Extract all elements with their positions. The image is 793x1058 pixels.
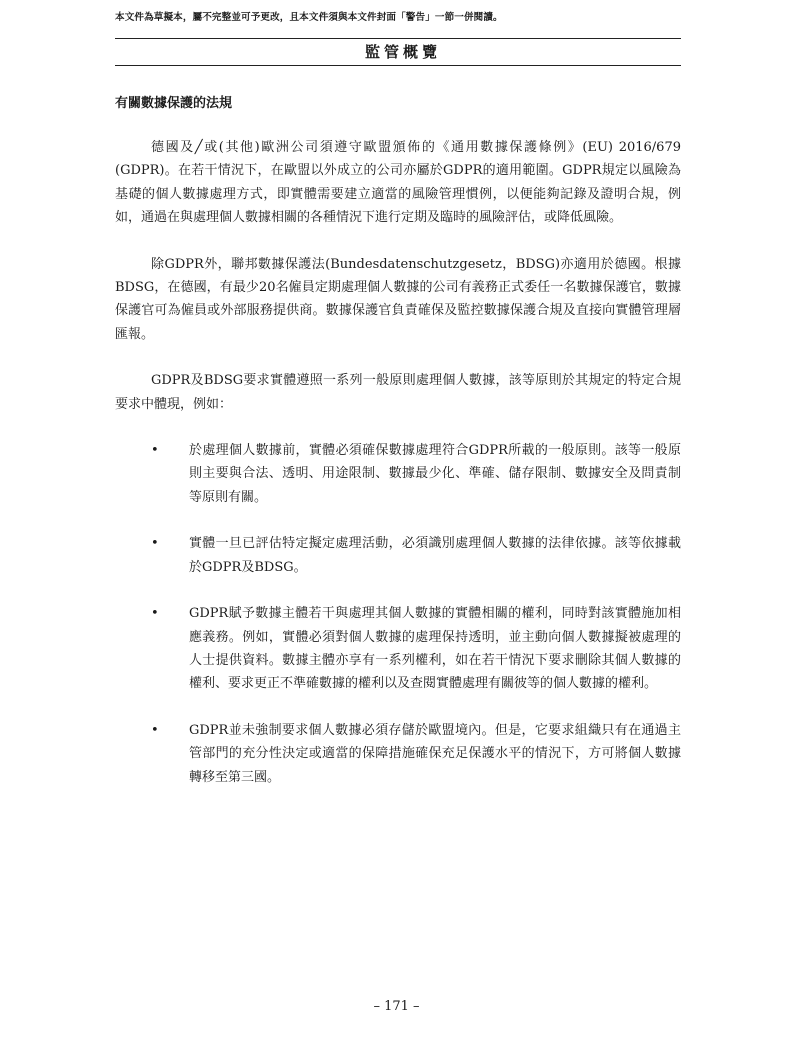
bullet-item bbox=[115, 719, 681, 789]
main-content bbox=[115, 94, 681, 812]
page-number: – 171 – bbox=[373, 999, 420, 1014]
bullet-icon: • bbox=[151, 443, 159, 459]
paragraph-principles: GDPR及BDSG要求實體遵照一系列一般原則處理個人數據，該等原則於其規定的特定合規要求中體現，例如： bbox=[115, 373, 681, 412]
bullet-text: GDPR賦予數據主體若干與處理其個人數據的實體相關的權利，同時對該實體施加相應義務。例如，實體必須對個人數據的處理保持透明，並主動向個人數據擬被處理的人士提供資料。數據主體亦享有一系列權利，如在若干情況下要求刪除其個人數據的權利、要求更正不準確數據的權利以及查閱實體處理有關彼等的個人數據的權利。 bbox=[189, 606, 681, 692]
bullet-text: 實體一旦已評估特定擬定處理活動，必須識別處理個人數據的法律依據。該等依據載於GDPR及BDSG。 bbox=[189, 536, 681, 575]
bullet-item bbox=[115, 439, 681, 509]
paragraph-gdpr: 德國及╱或(其他)歐洲公司須遵守歐盟頒佈的《通用數據保護條例》(EU) 2016/679 (GDPR)。在若干情況下，在歐盟以外成立的公司亦屬於GDPR的適用範圍。GDPR規定以風險為基礎的個人數據處理方式，即實體需要建立適當的風險管理慣例，以便能夠記錄及證明合規，例如，通過在與處理個人數據相關的各種情況下進行定期及臨時的風險評估，或降低風險。 bbox=[115, 140, 681, 226]
header-top-rule bbox=[115, 38, 681, 39]
bullet-icon: • bbox=[151, 536, 159, 552]
bullet-list bbox=[115, 439, 681, 789]
bullet-icon: • bbox=[151, 722, 159, 738]
bullet-text: 於處理個人數據前，實體必須確保數據處理符合GDPR所載的一般原則。該等一般原則主要與合法、透明、用途限制、數據最少化、準確、儲存限制、數據安全及問責制等原則有關。 bbox=[189, 443, 681, 505]
bullet-icon: • bbox=[151, 606, 159, 622]
bullet-text: GDPR並未強制要求個人數據必須存儲於歐盟境內。但是，它要求組織只有在通過主管部門的充分性決定或適當的保障措施確保充足保護水平的情況下，方可將個人數據轉移至第三國。 bbox=[189, 722, 681, 785]
subheading: 有關數據保護的法規 bbox=[115, 96, 233, 111]
section-title: 監管概覽 bbox=[364, 43, 441, 61]
bullet-item bbox=[115, 532, 681, 579]
header-notice: 本文件為草擬本，屬不完整並可予更改，且本文件須與本文件封面「警告」一節一併閱讀。 bbox=[115, 12, 503, 23]
paragraph-bdsg: 除GDPR外，聯邦數據保護法(Bundesdatenschutzgesetz，BDSG)亦適用於德國。根據BDSG，在德國，有最少20名僱員定期處理個人數據的公司有義務正式委任一名數據保護官，數據保護官可為僱員或外部服務提供商。數據保護官負責確保及監控數據保護合規及直接向實體管理層匯報。 bbox=[115, 256, 681, 342]
header-bottom-rule bbox=[115, 65, 681, 66]
bullet-item bbox=[115, 602, 681, 696]
